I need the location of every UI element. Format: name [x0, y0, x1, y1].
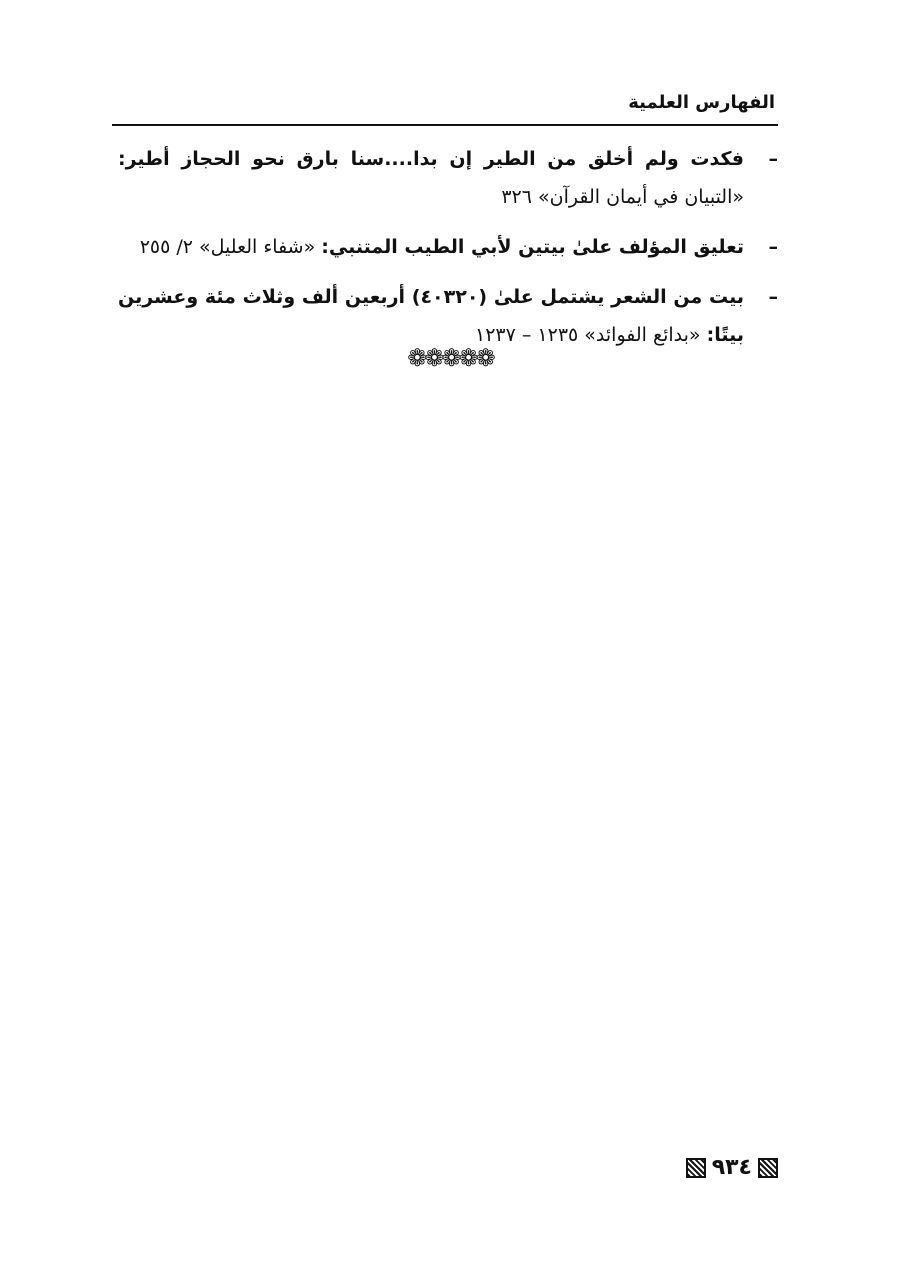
- entry-title: فكدت ولم أخلق من الطير إن بدا....سنا بارق نحو الحجاز أطير:: [118, 148, 744, 170]
- entry-reference: «بدائع الفوائد» ١٢٣٥ – ١٢٣٧: [475, 324, 701, 346]
- index-entry: [118, 140, 778, 216]
- ornament-box-icon: [686, 1158, 706, 1178]
- entry-title: تعليق المؤلف علىٰ بيتين لأبي الطيب المتنبي:: [321, 236, 744, 258]
- running-header-title: الفهارس العلمية: [628, 92, 775, 113]
- entry-title: بيت من الشعر يشتمل علىٰ (٤٠٣٢٠) أربعين ألف وثلاث مئة وعشرين بيتًا:: [118, 286, 744, 346]
- page-number: ٩٣٤: [711, 1155, 752, 1180]
- entry-dash: –: [768, 236, 778, 258]
- ornament-box-icon: [758, 1158, 778, 1178]
- header-divider: [112, 124, 778, 126]
- entry-dash: –: [768, 286, 778, 308]
- entry-reference: «التبيان في أيمان القرآن» ٣٢٦: [501, 186, 744, 208]
- index-entries: [118, 140, 778, 366]
- entry-reference: «شفاء العليل» ٢/ ٢٥٥: [139, 236, 316, 258]
- section-end-ornament-icon: ❁❁❁❁❁: [407, 344, 493, 372]
- index-entry: [118, 228, 778, 266]
- index-entry: [118, 278, 778, 354]
- entry-dash: –: [768, 148, 778, 170]
- page-footer: [686, 1155, 778, 1180]
